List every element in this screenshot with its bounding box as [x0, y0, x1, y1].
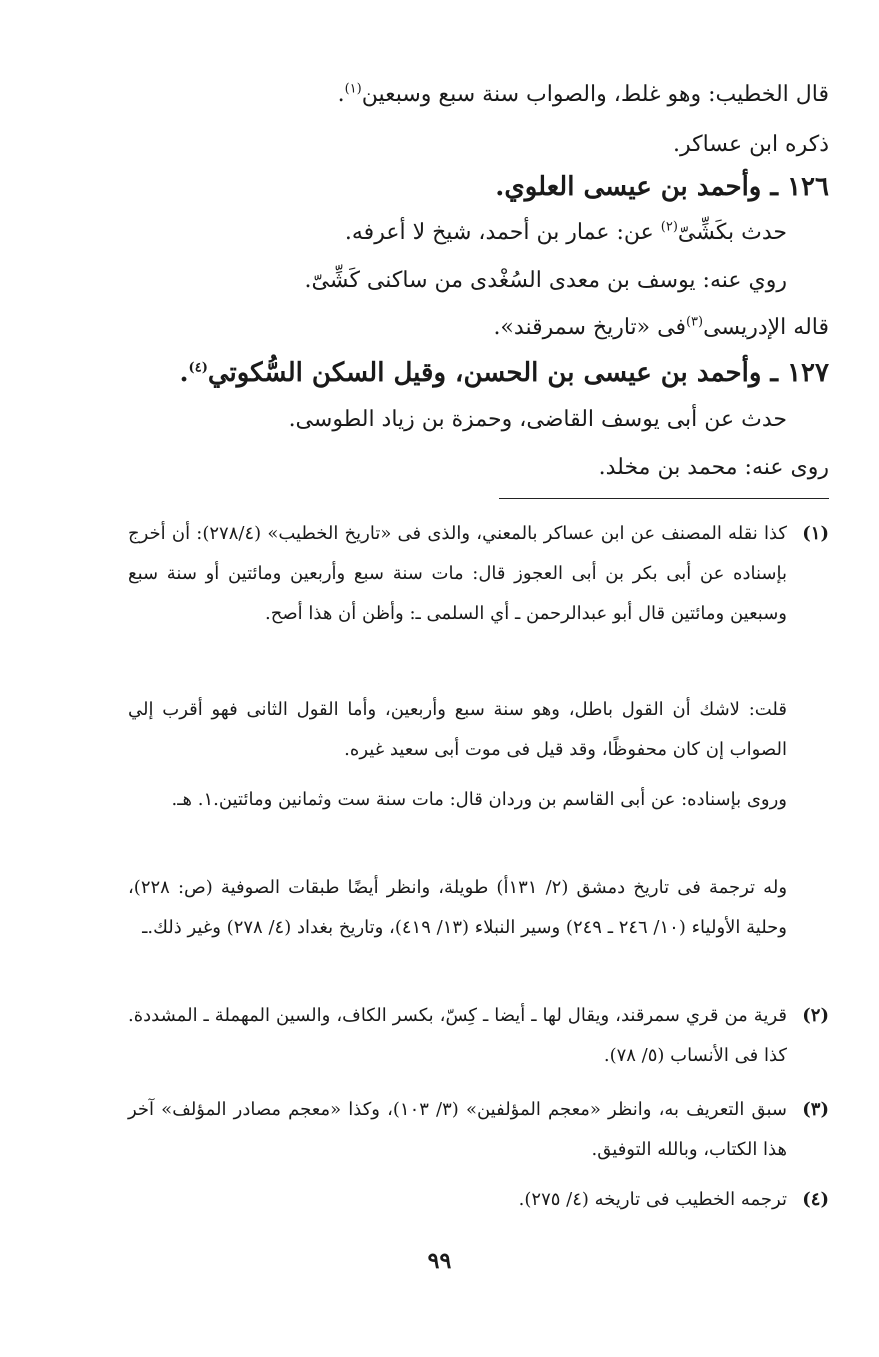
footnote-number: (١)	[802, 523, 829, 544]
entry-126-line-2: روي عنه: يوسف بن معدى السُغْدى من ساكنى كَشِّىّ.	[304, 268, 787, 293]
footnote-1-para-2: قلت: لاشك أن القول باطل، وهو سنة سبع وأربعين، وأما القول الثانى فهو أقرب إلي الصواب إن كان محفوظًا، وقد قيل فى موت أبى سعيد غيره.	[128, 699, 787, 760]
footnote-4-text: ترجمه الخطيب فى تاريخه (٤/ ٢٧٥).	[518, 1189, 787, 1210]
footnote-3-text: سبق التعريف به، وانظر «معجم المؤلفين» (٣/ ١٠٣)، وكذا «معجم مصادر المؤلف» آخر هذا الكتاب، وبالله التوفيق.	[128, 1099, 787, 1160]
entry-127-line-1: حدث عن أبى يوسف القاضى، وحمزة بن زياد الطوسى.	[288, 407, 787, 432]
footnote-number: (٤)	[802, 1189, 829, 1210]
footnote-2-text: قرية من قري سمرقند، ويقال لها ـ أيضا ـ كِسّ، بكسر الكاف، والسين المهملة ـ المشددة. كذا فى الأنساب (٥/ ٧٨).	[128, 1005, 787, 1066]
footnote-ref-1: (١)	[344, 81, 362, 97]
entry-126-heading: ١٢٦ ـ وأحمد بن عيسى العلوي.	[495, 172, 829, 202]
entry-126-line-1: حدث بكَشِّىّ$^{(٢)}$ عن: عمار بن أحمد، شيخ لا أعرفه.	[344, 219, 787, 245]
entry-127-heading: ١٢٧ ـ وأحمد بن عيسى بن الحسن، وقيل السكن السُّكوتي$^{(٤)}$.	[179, 358, 829, 388]
body-line-ibn-asakir: ذكره ابن عساكر.	[673, 132, 829, 157]
footnote-1-para-1: كذا نقله المصنف عن ابن عساكر بالمعني، والذى فى «تاريخ الخطيب» (٢٧٨/٤): أن أخرج بإسناده عن أبى بكر بن أبى العجوز قال: مات سنة سبع وأربعين ومائتين أو سنة سبع وسبعين ومائتين قال أبو عبدالرحمن ـ أي السلمى ـ: وأظن أن هذا أصح.	[128, 523, 787, 624]
footnote-1-para-4: وله ترجمة فى تاريخ دمشق (٢/ ١٣١أ) طويلة، وانظر أيضًا طبقات الصوفية (ص: ٢٢٨)، وحلية الأولياء (١٠/ ٢٤٦ ـ ٢٤٩) وسير النبلاء (١٣/ ٤١٩)، وتاريخ بغداد (٤/ ٢٧٨) وغير ذلك.ـ	[128, 877, 788, 938]
footnote-ref-2: (٢)	[660, 219, 678, 235]
footnote-number: (٢)	[802, 1005, 829, 1026]
footnote-divider	[499, 498, 829, 499]
entry-127-line-2: روى عنه: محمد بن مخلد.	[598, 455, 829, 480]
footnote-3	[128, 1090, 829, 1170]
footnote-number: (٣)	[802, 1099, 829, 1120]
body-line-khatib: قال الخطيب: وهو غلط، والصواب سنة سبع وسبعين$^{(١)}$.	[337, 81, 829, 107]
footnote-1-para-3: وروى بإسناده: عن أبى القاسم بن وردان قال: مات سنة ست وثمانين ومائتين.١. هـ.	[171, 789, 787, 810]
page-number: ٩٩	[427, 1248, 452, 1274]
footnote-ref-3: (٣)	[685, 314, 704, 330]
footnote-ref-4: (٤)	[188, 360, 208, 376]
entry-126-line-3: قاله الإدريسى$^{(٣)}$فى «تاريخ سمرقند».	[493, 314, 829, 340]
footnote-2	[128, 996, 829, 1076]
footnote-1	[128, 514, 829, 634]
footnote-4	[128, 1180, 829, 1220]
